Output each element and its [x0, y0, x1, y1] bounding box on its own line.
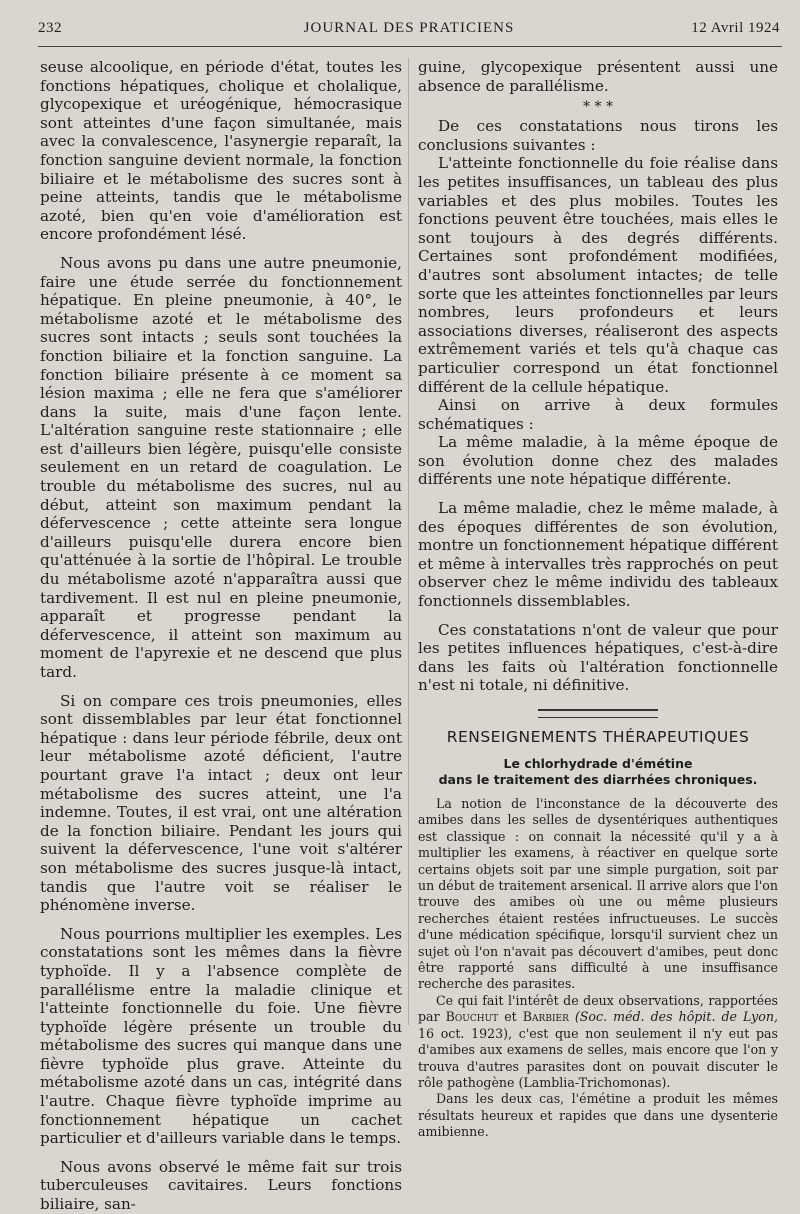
article-title-line-1: Le chlorhydrade d'émétine	[503, 756, 693, 771]
right-column	[418, 58, 778, 1141]
column-divider	[408, 58, 409, 1025]
paragraph: Ces constatations n'ont de valeur que pour les petites influences hépatiques, c'est-à-dire dans les faits où l'altération fonctionnelle n'est ni totale, ni définitive.	[418, 620, 778, 695]
section-title: RENSEIGNEMENTS THÉRAPEUTIQUES	[446, 728, 750, 746]
article-body	[418, 796, 778, 1141]
paragraph: Nous avons observé le même fait sur trois tuberculeuses cavitaires. Leurs fonctions biliaire, san-	[40, 1157, 402, 1214]
article-paragraph	[418, 993, 778, 1091]
text-run: Ce qui fait l'intérêt de deux observations, rapportées par	[418, 992, 778, 1025]
author-name: Barbier	[522, 1009, 569, 1025]
paragraph: Nous pourrions multiplier les exemples. Les constatations sont les mêmes dans la fièvre typhoïde. Il y a l'absence complète de parallélisme entre la maladie clinique et l'atteinte fonctionnelle du foie. Une fièvre typhoïde légère présente un trouble du métabolisme des sucres qui manque dans une fièvre typhoïde plus grave. Atteinte du métabolisme azoté dans un cas, intégrité dans l'autre. Chaque fièvre typhoïde imprime au fonctionnement hépatique un cachet particulier et d'ailleurs variable dans le temps.	[40, 924, 402, 1148]
paragraph: guine, glycopexique présentent aussi une absence de parallélisme.	[418, 58, 778, 95]
paragraph: Ainsi on arrive à deux formules schématiques :	[418, 396, 778, 433]
journal-title: JOURNAL DES PRATICIENS	[303, 20, 515, 36]
article-paragraph: La notion de l'inconstance de la découverte des amibes dans les selles de dysentériques authentiques est classique : on connait la nécessité qu'il y a à multiplier les examens, à réactiver en quelque sorte certains objets soit par une simple purgation, soit par un début de traitement arsenical. Il arrive alors que l'on trouve des amibes où une ou même plusieurs recherches étaient restées infructueuses. Le succès d'une médication spécifique, lorsqu'il survient chez un sujet où l'on n'avait pas découvert d'amibes, peut donc être rapporté sans difficulté à une insuffisance recherche des parasites.	[418, 796, 778, 992]
section-stars: * * *	[583, 99, 613, 116]
paragraph: De ces constatations nous tirons les conclusions suivantes :	[418, 117, 778, 154]
citation: (Soc. méd. des hôpit. de Lyon,	[574, 1009, 778, 1025]
paragraph: Si on compare ces trois pneumonies, elles sont dissemblables par leur état fonctionnel hépatique : dans leur période fébrile, deux ont leur métabolisme azoté déficient, l'autre pourtant grave l'a intact ; deux ont leur métabolisme des sucres atteint, une l'a indemne. Toutes, il est vrai, ont une altération de la fonction biliaire. Pendant les jours qui suivent la défervescence, l'une voit s'altérer son métabolisme des sucres jusque-là intact, tandis que l'autre voit se réaliser le phénomène inverse.	[40, 691, 402, 915]
issue-date: 12 Avril 1924	[691, 20, 780, 36]
paragraph: seuse alcoolique, en période d'état, toutes les fonctions hépatiques, cholique et cholalique, glycopexique et uréogénique, hémocrasique sont atteintes d'une façon simultanée, mais avec la convalescence, l'asynergie reparaît, la fonction sanguine devient normale, la fonction biliaire et le métabolisme des sucres sont à peine atteints, tandis que le métabolisme azoté, bien qu'en voie d'amélioration est encore profondément lésé.	[40, 58, 402, 244]
author-name: Bouchut	[445, 1009, 499, 1025]
paragraph: La même maladie, chez le même malade, à des époques différentes de son évolution, montre un fonctionnement hépatique différent et même à intervalles très rapprochés on peut observer chez le même individu des tableaux fonctionnels dissemblables.	[418, 499, 778, 611]
paragraph: Nous avons pu dans une autre pneumonie, faire une étude serrée du fonctionnement hépatique. En pleine pneumonie, à 40°, le métabolisme azoté et le métabolisme des sucres sont intacts ; seuls sont touchées la fonction biliaire et la fonction sanguine. La fonction biliaire présente à ce moment sa lésion maxima ; elle ne fera que s'améliorer dans la suite, mais d'une façon lente. L'altération sanguine reste stationnaire ; elle est d'ailleurs bien légère, puisqu'elle consiste seulement en un retard de coagulation. Le trouble du métabolisme des sucres, nul au début, atteint son maximum pendant la défervescence ; cette atteinte sera longue d'ailleurs puisqu'elle durera encore bien qu'atténuée à la sortie de l'hôpiral. Le trouble du métabolisme azoté n'apparaîtra aussi que tardivement. Il est nul en pleine pneumonie, apparaît et progresse pendant la défervescence, il atteint son maximum au moment de l'apyrexie et ne descend que plus tard.	[40, 253, 402, 681]
article-title-line-2: dans le traitement des diarrhées chroniques.	[438, 772, 758, 787]
paragraph: La même maladie, à la même époque de son évolution donne chez des malades différents une note hépatique différente.	[418, 433, 778, 489]
text-run: et	[504, 1009, 517, 1025]
article-title	[418, 756, 778, 788]
left-column	[40, 58, 402, 1214]
page-header	[38, 20, 780, 44]
text-run: 16 oct. 1923), c'est que non seulement il n'y eut pas d'amibes aux examens de selles, mais encore que l'on y trouva d'autres parasites dont on pouvait discuter le rôle pathogène (Lamblia-Trichomonas).	[418, 1025, 778, 1090]
header-rule	[38, 46, 782, 47]
paragraph: L'atteinte fonctionnelle du foie réalise dans les petites insuffisances, un tableau des plus variables et des plus mobiles. Toutes les fonctions peuvent être touchées, mais elles le sont toujours à des degrés différents. Certaines sont profondément modifiées, d'autres sont absolument intactes; de telle sorte que les atteintes fonctionnelles par leurs nombres, leurs profondeurs et leurs associations diverses, réaliseront des aspects extrêmement variés et tels qu'à chaque cas particulier correspond un état fonctionnel différent de la cellule hépatique.	[418, 154, 778, 396]
article-paragraph: Dans les deux cas, l'émétine a produit les mêmes résultats heureux et rapides que dans une dysenterie amibienne.	[418, 1091, 778, 1140]
section-separator	[538, 709, 658, 718]
page-number: 232	[38, 20, 62, 36]
